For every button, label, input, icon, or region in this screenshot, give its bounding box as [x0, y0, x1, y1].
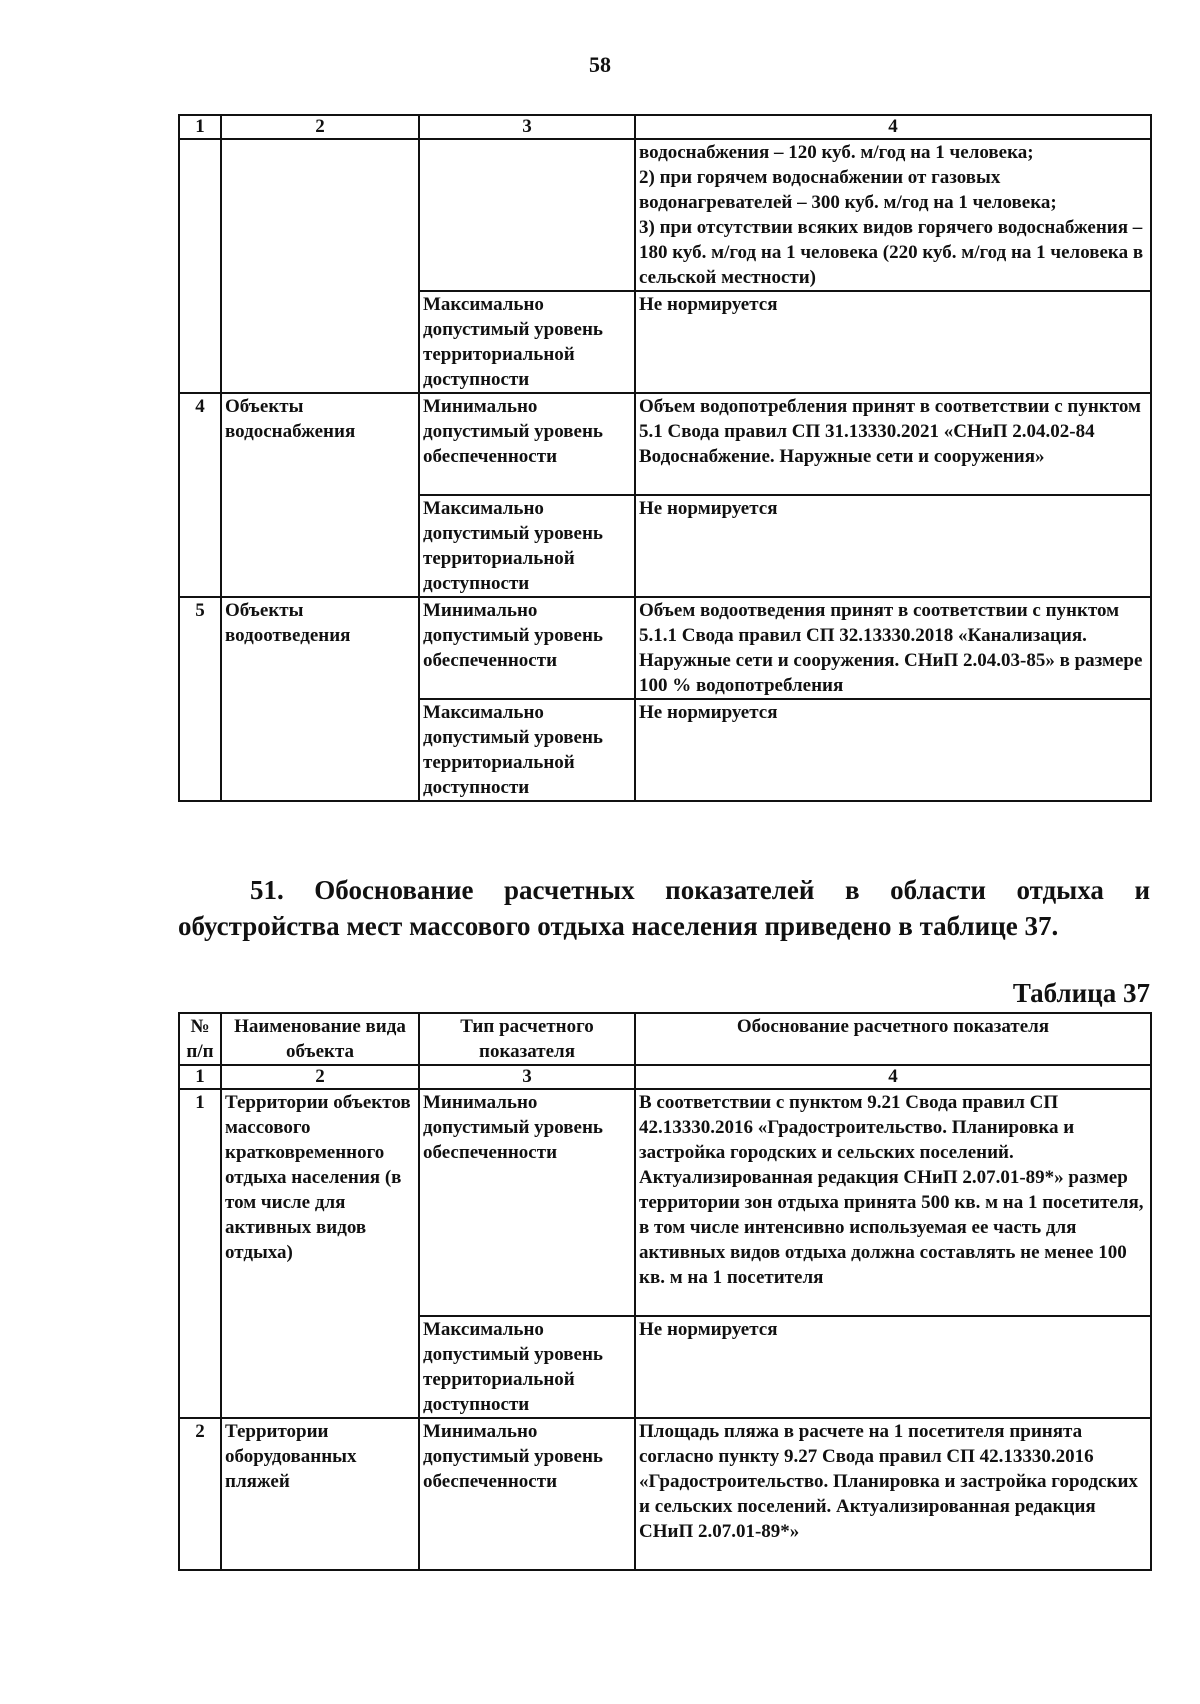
- object-name: Объекты водоотведения: [221, 597, 419, 801]
- col-number: 3: [419, 115, 635, 139]
- indicator-type: Минимально допустимый уровень обеспеченности: [419, 393, 635, 495]
- column-number-row: [179, 1065, 1151, 1089]
- col-number: 4: [635, 115, 1151, 139]
- row-number: 1: [179, 1089, 221, 1418]
- continued-table: [178, 114, 1152, 802]
- table-row: [179, 597, 1151, 699]
- header-justification: Обоснование расчетного показателя: [635, 1013, 1151, 1065]
- row-number: 2: [179, 1418, 221, 1570]
- row-number: [179, 139, 221, 393]
- col-number: 2: [221, 115, 419, 139]
- table-header-row: [179, 1013, 1151, 1065]
- justification-text: водоснабжения – 120 куб. м/год на 1 человека; 2) при горячем водоснабжении от газовых водонагревателей – 300 куб. м/год на 1 человека; 3) при отсутствии всяких видов горячего водоснабжения – 180 куб. м/год на 1 человека (220 куб. м/год на 1 человека в сельской местности): [635, 139, 1151, 291]
- column-number-row: [179, 115, 1151, 139]
- justification-text: Объем водопотребления принят в соответствии с пунктом 5.1 Свода правил СП 31.13330.2021 «СНиП 2.04.02-84 Водоснабжение. Наружные сети и сооружения»: [635, 393, 1151, 495]
- justification-text: Не нормируется: [635, 699, 1151, 801]
- section-paragraph: 51. Обоснование расчетных показателей в области отдыха и обустройства мест массового отдыха населения приведено в таблице 37.: [178, 875, 1150, 941]
- header-indicator-type: Тип расчетного показателя: [419, 1013, 635, 1065]
- indicator-type: Максимально допустимый уровень территориальной доступности: [419, 495, 635, 597]
- col-number: 3: [419, 1065, 635, 1089]
- justification-text: Не нормируется: [635, 291, 1151, 393]
- table-row: [179, 393, 1151, 495]
- justification-text: Не нормируется: [635, 495, 1151, 597]
- table-caption: Таблица 37: [1012, 978, 1150, 1008]
- justification-text: В соответствии с пунктом 9.21 Свода правил СП 42.13330.2016 «Градостроительство. Планировка и застройка городских и сельских поселений. Актуализированная редакция СНиП 2.07.01-89*» размер территории зон отдыха принята 500 кв. м на 1 посетителя, в том числе интенсивно используемая ее часть для активных видов отдыха должна составлять не менее 100 кв. м на 1 посетителя: [635, 1089, 1151, 1316]
- row-number: 4: [179, 393, 221, 597]
- indicator-type: Максимально допустимый уровень территориальной доступности: [419, 699, 635, 801]
- object-name: Территории объектов массового кратковременного отдыха населения (в том числе для активных видов отдыха): [221, 1089, 419, 1418]
- indicator-type: Минимально допустимый уровень обеспеченности: [419, 1418, 635, 1570]
- indicator-type: Максимально допустимый уровень территориальной доступности: [419, 291, 635, 393]
- header-number: № п/п: [179, 1013, 221, 1065]
- object-name: [221, 139, 419, 393]
- indicator-type: Максимально допустимый уровень территориальной доступности: [419, 1316, 635, 1418]
- col-number: 1: [179, 1065, 221, 1089]
- col-number: 4: [635, 1065, 1151, 1089]
- row-number: 5: [179, 597, 221, 801]
- table-row: [179, 1089, 1151, 1316]
- indicator-type: Минимально допустимый уровень обеспеченности: [419, 1089, 635, 1316]
- justification-text: Не нормируется: [635, 1316, 1151, 1418]
- justification-text: Площадь пляжа в расчете на 1 посетителя принята согласно пункту 9.27 Свода правил СП 42.13330.2016 «Градостроительство. Планировка и застройка городских и сельских поселений. Актуализированная редакция СНиП 2.07.01-89*»: [635, 1418, 1151, 1570]
- justification-text: Объем водоотведения принят в соответствии с пунктом 5.1.1 Свода правил СП 32.13330.2018 «Канализация. Наружные сети и сооружения. СНиП 2.04.03-85» в размере 100 % водопотребления: [635, 597, 1151, 699]
- object-name: Объекты водоснабжения: [221, 393, 419, 597]
- indicator-type: Минимально допустимый уровень обеспеченности: [419, 597, 635, 699]
- col-number: 1: [179, 115, 221, 139]
- table-37: [178, 1012, 1152, 1571]
- object-name: Территории оборудованных пляжей: [221, 1418, 419, 1570]
- header-object-name: Наименование вида объекта: [221, 1013, 419, 1065]
- page-number: 58: [589, 52, 611, 77]
- indicator-type: [419, 139, 635, 291]
- table-row: [179, 1418, 1151, 1570]
- col-number: 2: [221, 1065, 419, 1089]
- table-row: [179, 139, 1151, 291]
